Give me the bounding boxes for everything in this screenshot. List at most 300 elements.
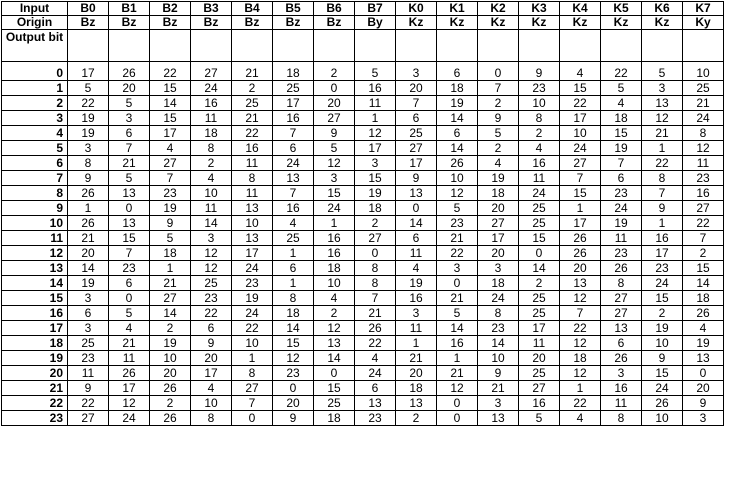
table-row bbox=[2, 336, 724, 351]
table-cell: 3 bbox=[437, 261, 478, 276]
table-cell: 14 bbox=[314, 351, 355, 366]
table-row bbox=[2, 156, 724, 171]
table-cell: 14 bbox=[478, 336, 519, 351]
table-cell: 12 bbox=[437, 381, 478, 396]
table-cell: 4 bbox=[396, 261, 437, 276]
table-cell: 10 bbox=[150, 351, 191, 366]
origin-label: Origin bbox=[2, 16, 68, 30]
table-cell: 4 bbox=[560, 62, 601, 81]
table-cell: 5 bbox=[150, 231, 191, 246]
table-cell: 22 bbox=[150, 62, 191, 81]
table-cell: 6 bbox=[68, 306, 109, 321]
table-cell: 3 bbox=[191, 231, 232, 246]
input-header-cell: K3 bbox=[519, 2, 560, 16]
table-cell: 24 bbox=[683, 111, 724, 126]
table-cell: 16 bbox=[519, 396, 560, 411]
table-cell: 5 bbox=[109, 171, 150, 186]
table-cell: 11 bbox=[396, 321, 437, 336]
table-cell: 20 bbox=[191, 351, 232, 366]
table-cell: 3 bbox=[396, 62, 437, 81]
table-row bbox=[2, 81, 724, 96]
input-header-cell: K5 bbox=[601, 2, 642, 16]
table-cell: 5 bbox=[437, 306, 478, 321]
table-cell: 15 bbox=[642, 291, 683, 306]
table-cell: 17 bbox=[560, 111, 601, 126]
table-cell: 9 bbox=[68, 171, 109, 186]
table-cell: 18 bbox=[191, 126, 232, 141]
table-cell: 10 bbox=[191, 186, 232, 201]
table-cell: 0 bbox=[232, 411, 273, 426]
table-cell: 9 bbox=[68, 381, 109, 396]
table-cell: 4 bbox=[560, 411, 601, 426]
table-cell: 18 bbox=[683, 291, 724, 306]
table-cell: 23 bbox=[683, 171, 724, 186]
table-cell: 13 bbox=[314, 336, 355, 351]
table-cell: 16 bbox=[519, 156, 560, 171]
output-bit-blank-cell bbox=[109, 30, 150, 62]
table-cell: 17 bbox=[232, 246, 273, 261]
table-cell: 3 bbox=[478, 261, 519, 276]
table-cell: 2 bbox=[314, 306, 355, 321]
table-cell: 18 bbox=[437, 81, 478, 96]
table-cell: 25 bbox=[519, 366, 560, 381]
table-cell: 20 bbox=[314, 96, 355, 111]
table-cell: 2 bbox=[314, 62, 355, 81]
table-cell: 10 bbox=[191, 396, 232, 411]
table-cell: 23 bbox=[519, 81, 560, 96]
table-cell: 26 bbox=[601, 261, 642, 276]
table-cell: 20 bbox=[68, 246, 109, 261]
table-cell: 2 bbox=[519, 276, 560, 291]
table-cell: 6 bbox=[109, 276, 150, 291]
table-cell: 24 bbox=[232, 306, 273, 321]
table-cell: 6 bbox=[191, 321, 232, 336]
table-cell: 18 bbox=[478, 276, 519, 291]
table-cell: 14 bbox=[150, 96, 191, 111]
table-cell: 3 bbox=[109, 111, 150, 126]
table-cell: 20 bbox=[273, 396, 314, 411]
output-bit-blank-cell bbox=[683, 30, 724, 62]
table-cell: 9 bbox=[642, 351, 683, 366]
table-cell: 24 bbox=[642, 381, 683, 396]
table-cell: 7 bbox=[642, 186, 683, 201]
table-cell: 11 bbox=[519, 336, 560, 351]
input-header-row bbox=[2, 2, 724, 16]
table-cell: 5 bbox=[355, 62, 396, 81]
table-cell: 12 bbox=[560, 291, 601, 306]
table-cell: 4 bbox=[683, 321, 724, 336]
table-cell: 26 bbox=[150, 411, 191, 426]
table-cell: 0 bbox=[355, 246, 396, 261]
table-cell: 13 bbox=[478, 411, 519, 426]
input-header-cell: B1 bbox=[109, 2, 150, 16]
table-cell: 21 bbox=[437, 291, 478, 306]
table-container bbox=[1, 1, 724, 426]
table-cell: 14 bbox=[519, 261, 560, 276]
table-cell: 7 bbox=[232, 396, 273, 411]
table-cell: 18 bbox=[560, 351, 601, 366]
table-cell: 6 bbox=[273, 141, 314, 156]
table-cell: 19 bbox=[68, 111, 109, 126]
table-cell: 3 bbox=[355, 156, 396, 171]
table-cell: 3 bbox=[314, 171, 355, 186]
table-cell: 25 bbox=[232, 96, 273, 111]
table-row bbox=[2, 381, 724, 396]
table-cell: 7 bbox=[109, 141, 150, 156]
table-cell: 26 bbox=[68, 186, 109, 201]
table-cell: 5 bbox=[642, 62, 683, 81]
table-cell: 13 bbox=[232, 231, 273, 246]
table-cell: 7 bbox=[478, 81, 519, 96]
table-cell: 4 bbox=[355, 351, 396, 366]
table-cell: 24 bbox=[560, 141, 601, 156]
table-row bbox=[2, 186, 724, 201]
table-cell: 14 bbox=[396, 216, 437, 231]
table-cell: 5 bbox=[519, 411, 560, 426]
table-cell: 4 bbox=[191, 381, 232, 396]
output-bit-index: 4 bbox=[2, 126, 68, 141]
output-bit-index: 19 bbox=[2, 351, 68, 366]
table-cell: 15 bbox=[273, 336, 314, 351]
table-cell: 6 bbox=[437, 126, 478, 141]
table-cell: 19 bbox=[601, 216, 642, 231]
output-bit-index: 22 bbox=[2, 396, 68, 411]
output-bit-index: 21 bbox=[2, 381, 68, 396]
output-bit-header-row bbox=[2, 30, 724, 62]
table-cell: 1 bbox=[396, 336, 437, 351]
output-bit-label: Output bit bbox=[2, 30, 68, 62]
table-cell: 25 bbox=[519, 291, 560, 306]
table-cell: 8 bbox=[232, 171, 273, 186]
output-bit-index: 18 bbox=[2, 336, 68, 351]
table-cell: 9 bbox=[396, 171, 437, 186]
table-cell: 26 bbox=[560, 246, 601, 261]
output-bit-index: 14 bbox=[2, 276, 68, 291]
table-cell: 14 bbox=[437, 141, 478, 156]
table-cell: 23 bbox=[273, 366, 314, 381]
table-row bbox=[2, 126, 724, 141]
table-cell: 27 bbox=[560, 156, 601, 171]
table-cell: 0 bbox=[109, 291, 150, 306]
table-cell: 26 bbox=[68, 216, 109, 231]
table-cell: 11 bbox=[601, 231, 642, 246]
table-cell: 17 bbox=[150, 126, 191, 141]
origin-header-cell: Bz bbox=[191, 16, 232, 30]
table-cell: 13 bbox=[355, 396, 396, 411]
table-row bbox=[2, 351, 724, 366]
table-cell: 19 bbox=[396, 276, 437, 291]
table-cell: 3 bbox=[68, 141, 109, 156]
table-row bbox=[2, 141, 724, 156]
input-header-cell: B4 bbox=[232, 2, 273, 16]
table-cell: 19 bbox=[150, 336, 191, 351]
table-cell: 21 bbox=[68, 231, 109, 246]
table-cell: 8 bbox=[191, 411, 232, 426]
origin-header-cell: Bz bbox=[68, 16, 109, 30]
output-bit-index: 9 bbox=[2, 201, 68, 216]
table-cell: 19 bbox=[355, 186, 396, 201]
table-cell: 26 bbox=[150, 381, 191, 396]
table-cell: 11 bbox=[68, 366, 109, 381]
table-cell: 15 bbox=[150, 111, 191, 126]
table-cell: 10 bbox=[683, 62, 724, 81]
table-cell: 13 bbox=[109, 216, 150, 231]
table-cell: 25 bbox=[191, 276, 232, 291]
table-cell: 8 bbox=[601, 411, 642, 426]
table-cell: 12 bbox=[355, 126, 396, 141]
table-cell: 16 bbox=[355, 81, 396, 96]
table-cell: 10 bbox=[642, 411, 683, 426]
table-cell: 6 bbox=[437, 62, 478, 81]
table-cell: 3 bbox=[601, 366, 642, 381]
table-cell: 22 bbox=[191, 306, 232, 321]
table-cell: 7 bbox=[560, 171, 601, 186]
table-cell: 14 bbox=[150, 306, 191, 321]
table-cell: 18 bbox=[478, 186, 519, 201]
table-cell: 19 bbox=[478, 171, 519, 186]
table-cell: 9 bbox=[478, 111, 519, 126]
table-cell: 24 bbox=[232, 261, 273, 276]
table-cell: 8 bbox=[601, 276, 642, 291]
input-label: Input bbox=[2, 2, 68, 16]
input-header-cell: K2 bbox=[478, 2, 519, 16]
output-bit-index: 15 bbox=[2, 291, 68, 306]
table-cell: 12 bbox=[683, 141, 724, 156]
table-cell: 3 bbox=[68, 291, 109, 306]
table-cell: 1 bbox=[273, 276, 314, 291]
bit-mapping-table bbox=[1, 1, 724, 426]
table-cell: 24 bbox=[601, 201, 642, 216]
table-cell: 15 bbox=[355, 171, 396, 186]
table-cell: 10 bbox=[642, 336, 683, 351]
table-cell: 16 bbox=[314, 231, 355, 246]
table-cell: 4 bbox=[109, 321, 150, 336]
table-cell: 4 bbox=[314, 291, 355, 306]
origin-header-cell: Kz bbox=[396, 16, 437, 30]
table-cell: 18 bbox=[396, 381, 437, 396]
table-cell: 3 bbox=[642, 81, 683, 96]
output-bit-index: 0 bbox=[2, 62, 68, 81]
table-cell: 8 bbox=[519, 111, 560, 126]
output-bit-index: 5 bbox=[2, 141, 68, 156]
table-cell: 26 bbox=[355, 321, 396, 336]
table-cell: 9 bbox=[642, 201, 683, 216]
table-cell: 10 bbox=[314, 276, 355, 291]
table-row bbox=[2, 171, 724, 186]
output-bit-index: 11 bbox=[2, 231, 68, 246]
table-cell: 6 bbox=[601, 171, 642, 186]
table-cell: 26 bbox=[560, 231, 601, 246]
output-bit-blank-cell bbox=[396, 30, 437, 62]
output-bit-blank-cell bbox=[314, 30, 355, 62]
origin-header-cell: Bz bbox=[150, 16, 191, 30]
table-cell: 21 bbox=[642, 126, 683, 141]
table-cell: 23 bbox=[109, 261, 150, 276]
table-cell: 6 bbox=[601, 336, 642, 351]
origin-header-cell: Bz bbox=[109, 16, 150, 30]
table-cell: 0 bbox=[519, 246, 560, 261]
table-cell: 14 bbox=[437, 111, 478, 126]
table-cell: 9 bbox=[314, 126, 355, 141]
table-cell: 11 bbox=[109, 351, 150, 366]
table-cell: 17 bbox=[68, 62, 109, 81]
table-cell: 6 bbox=[396, 111, 437, 126]
table-cell: 26 bbox=[109, 366, 150, 381]
table-cell: 24 bbox=[355, 366, 396, 381]
table-cell: 12 bbox=[191, 261, 232, 276]
output-bit-index: 10 bbox=[2, 216, 68, 231]
table-cell: 21 bbox=[396, 351, 437, 366]
output-bit-index: 20 bbox=[2, 366, 68, 381]
table-cell: 1 bbox=[355, 111, 396, 126]
table-cell: 17 bbox=[519, 321, 560, 336]
output-bit-index: 17 bbox=[2, 321, 68, 336]
table-cell: 3 bbox=[68, 321, 109, 336]
input-header-cell: K7 bbox=[683, 2, 724, 16]
origin-header-cell: Kz bbox=[437, 16, 478, 30]
table-row bbox=[2, 201, 724, 216]
table-cell: 0 bbox=[109, 201, 150, 216]
table-cell: 5 bbox=[478, 126, 519, 141]
table-cell: 16 bbox=[396, 291, 437, 306]
table-cell: 11 bbox=[191, 111, 232, 126]
table-cell: 26 bbox=[109, 62, 150, 81]
table-cell: 2 bbox=[396, 411, 437, 426]
table-cell: 11 bbox=[191, 201, 232, 216]
output-bit-blank-cell bbox=[232, 30, 273, 62]
table-cell: 27 bbox=[478, 216, 519, 231]
table-cell: 0 bbox=[314, 81, 355, 96]
output-bit-blank-cell bbox=[560, 30, 601, 62]
table-cell: 1 bbox=[560, 381, 601, 396]
table-cell: 12 bbox=[314, 321, 355, 336]
table-cell: 7 bbox=[355, 291, 396, 306]
table-cell: 12 bbox=[437, 186, 478, 201]
input-header-cell: B3 bbox=[191, 2, 232, 16]
table-cell: 4 bbox=[150, 141, 191, 156]
table-cell: 6 bbox=[396, 231, 437, 246]
table-cell: 17 bbox=[396, 156, 437, 171]
table-cell: 7 bbox=[601, 156, 642, 171]
table-cell: 26 bbox=[601, 351, 642, 366]
table-cell: 15 bbox=[683, 261, 724, 276]
table-cell: 27 bbox=[150, 156, 191, 171]
table-cell: 20 bbox=[519, 351, 560, 366]
table-cell: 21 bbox=[683, 96, 724, 111]
table-cell: 21 bbox=[478, 381, 519, 396]
table-cell: 23 bbox=[642, 261, 683, 276]
table-cell: 21 bbox=[437, 366, 478, 381]
table-cell: 8 bbox=[355, 276, 396, 291]
table-cell: 18 bbox=[314, 411, 355, 426]
table-cell: 22 bbox=[560, 321, 601, 336]
table-cell: 11 bbox=[396, 246, 437, 261]
table-cell: 15 bbox=[109, 231, 150, 246]
table-cell: 9 bbox=[273, 411, 314, 426]
table-cell: 0 bbox=[478, 62, 519, 81]
origin-header-cell: Bz bbox=[273, 16, 314, 30]
table-cell: 18 bbox=[150, 246, 191, 261]
table-cell: 1 bbox=[232, 351, 273, 366]
table-cell: 16 bbox=[683, 186, 724, 201]
table-cell: 27 bbox=[314, 111, 355, 126]
table-cell: 14 bbox=[191, 216, 232, 231]
table-cell: 13 bbox=[232, 201, 273, 216]
table-cell: 8 bbox=[232, 366, 273, 381]
table-cell: 0 bbox=[437, 276, 478, 291]
table-cell: 27 bbox=[355, 231, 396, 246]
table-cell: 4 bbox=[191, 171, 232, 186]
table-cell: 19 bbox=[68, 276, 109, 291]
table-cell: 12 bbox=[560, 336, 601, 351]
table-cell: 2 bbox=[150, 396, 191, 411]
origin-header-cell: Kz bbox=[519, 16, 560, 30]
table-cell: 13 bbox=[560, 276, 601, 291]
table-cell: 10 bbox=[232, 216, 273, 231]
table-cell: 21 bbox=[437, 231, 478, 246]
table-cell: 24 bbox=[273, 156, 314, 171]
output-bit-index: 13 bbox=[2, 261, 68, 276]
origin-header-cell: Bz bbox=[232, 16, 273, 30]
table-cell: 24 bbox=[478, 291, 519, 306]
table-cell: 1 bbox=[68, 201, 109, 216]
table-cell: 11 bbox=[232, 186, 273, 201]
table-cell: 9 bbox=[519, 62, 560, 81]
table-cell: 5 bbox=[314, 141, 355, 156]
table-row bbox=[2, 276, 724, 291]
table-cell: 23 bbox=[478, 321, 519, 336]
input-header-cell: K4 bbox=[560, 2, 601, 16]
table-cell: 2 bbox=[478, 96, 519, 111]
table-cell: 8 bbox=[478, 306, 519, 321]
output-bit-blank-cell bbox=[150, 30, 191, 62]
output-bit-blank-cell bbox=[273, 30, 314, 62]
table-cell: 2 bbox=[191, 156, 232, 171]
output-bit-blank-cell bbox=[601, 30, 642, 62]
table-cell: 1 bbox=[314, 216, 355, 231]
table-cell: 14 bbox=[68, 261, 109, 276]
table-row bbox=[2, 216, 724, 231]
output-bit-index: 12 bbox=[2, 246, 68, 261]
origin-header-cell: Kz bbox=[478, 16, 519, 30]
table-cell: 16 bbox=[232, 141, 273, 156]
table-cell: 15 bbox=[560, 186, 601, 201]
table-cell: 22 bbox=[560, 96, 601, 111]
table-cell: 18 bbox=[601, 111, 642, 126]
table-row bbox=[2, 411, 724, 426]
output-bit-blank-cell bbox=[478, 30, 519, 62]
table-cell: 25 bbox=[273, 231, 314, 246]
origin-header-cell: Kz bbox=[642, 16, 683, 30]
table-cell: 4 bbox=[478, 156, 519, 171]
table-cell: 21 bbox=[109, 156, 150, 171]
table-cell: 6 bbox=[355, 381, 396, 396]
table-cell: 20 bbox=[109, 81, 150, 96]
table-cell: 25 bbox=[519, 216, 560, 231]
table-cell: 15 bbox=[150, 81, 191, 96]
input-header-cell: B7 bbox=[355, 2, 396, 16]
table-cell: 21 bbox=[232, 62, 273, 81]
table-cell: 27 bbox=[683, 201, 724, 216]
table-cell: 5 bbox=[601, 81, 642, 96]
table-cell: 23 bbox=[355, 411, 396, 426]
table-cell: 7 bbox=[683, 231, 724, 246]
table-cell: 27 bbox=[519, 381, 560, 396]
table-cell: 7 bbox=[150, 171, 191, 186]
table-cell: 9 bbox=[191, 336, 232, 351]
table-cell: 22 bbox=[355, 336, 396, 351]
table-cell: 18 bbox=[314, 261, 355, 276]
